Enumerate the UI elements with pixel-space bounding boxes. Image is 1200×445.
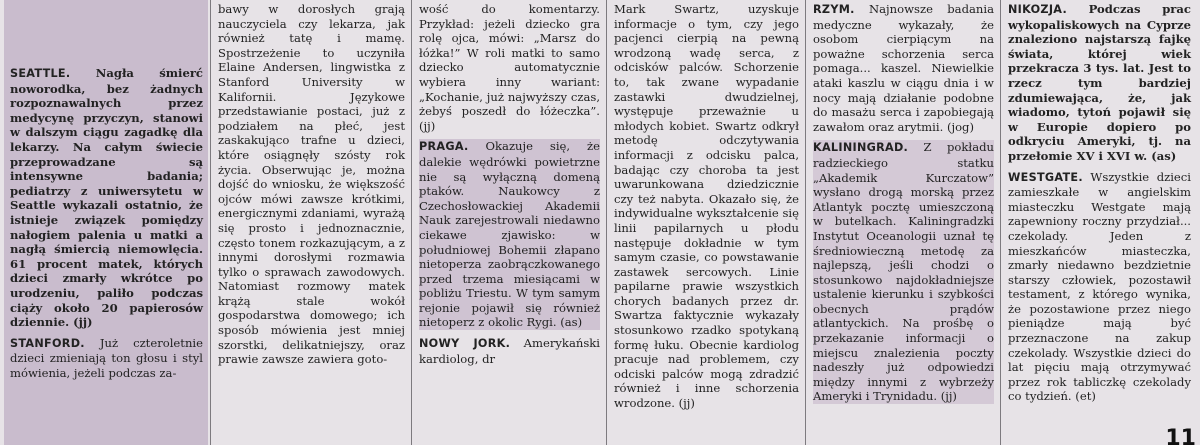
- article-nikozja-text: Podczas prac wykopaliskowych na Cyprze znaleziono najstarszą fajkę świata, której wiek przekracza 3 tys. lat. Jest to rzecz tym bardziej zdumiewająca, że, jak wiadomo, tytoń pojawił się w Europie dopiero po odkryciu Ameryki, tj. na przełomie XV i XVI w. (as): [1008, 2, 1191, 163]
- article-stanford-end: wość do komentarzy. Przykład: jeżeli dziecko gra rolę ojca, mówi: „Marsz do łóżka!” W roli matki to samo dziecko automatycznie wybiera inny wariant: „Kochanie, już najwyższy czas, żebyś poszedł do łóżeczka”. (jj): [419, 2, 600, 133]
- column-1: [4, 0, 208, 445]
- article-seattle: [10, 66, 203, 330]
- article-nowy-jork-text: Amerykański kardiolog, dr: [419, 336, 601, 366]
- article-praga-text: Okazuje się, że dalekie wędrówki powietrzne nie są wyłączną domeną ptaków. Naukowcy z Czechosłowackiej Akademii Nauk zarejestrowali niedawno ciekawe zjawisko: w południowej Bohemii złapano nietoperza zaobrączkowanego przed trzema miesiącami w pobliżu Triestu. W tym samym rejonie pojawił się również nietoperz z okolic Rygi. (as): [419, 139, 600, 330]
- column-divider: [210, 0, 211, 445]
- dateline-westgate: WESTGATE.: [1008, 170, 1083, 184]
- article-seattle-text: Nagła śmierć noworodka, bez żadnych rozpoznawalnych przez medycynę przyczyn, stanowi w dalszym ciągu zagadkę dla lekarzy. Na całym świecie przeprowadzane są intensywne badania; pediatrzy z uniwersytetu w Seattle wykazali ostatnio, że istnieje związek pomiędzy nałogiem palenia u matki a nagłą śmiercią niemowlęcia. 61 procent matek, których dzieci zmarły wkrótce po urodzeniu, paliło podczas ciąży około 20 papierosów dziennie. (jj): [10, 66, 203, 330]
- column-divider: [411, 0, 412, 445]
- article-kaliningrad: [813, 140, 994, 404]
- article-praga: [419, 139, 600, 330]
- article-westgate: [1008, 170, 1191, 405]
- dateline-rzym: RZYM.: [813, 3, 855, 16]
- column-5: [807, 0, 999, 445]
- column-4: [608, 0, 804, 445]
- column-3: [413, 0, 605, 445]
- article-stanford: [10, 336, 203, 381]
- article-stanford-text: Już czteroletnie dzieci zmieniają ton głosu i styl mówienia, jeżeli podczas za-: [10, 335, 203, 380]
- article-rzym: [813, 2, 994, 134]
- dateline-nowy-jork: NOWY JORK.: [419, 337, 511, 351]
- column-divider: [606, 0, 607, 445]
- dateline-stanford: STANFORD.: [10, 336, 85, 350]
- dateline-kaliningrad: KALININGRAD.: [813, 141, 909, 155]
- dateline-nikozja: NIKOZJA.: [1008, 3, 1067, 16]
- article-nikozja: [1008, 2, 1191, 164]
- dateline-seattle: SEATTLE.: [10, 67, 71, 80]
- dateline-praga: PRAGA.: [419, 140, 469, 154]
- article-kaliningrad-text: Z pokładu radzieckiego statku „Akademik Kurczatow” wysłano drogą morską przez Atlantyk pocztę umieszczoną w butelkach. Kaliningradzki Instytut Oceanologii uznał tę średniowieczną metodę za najlepszą, jeśli chodzi o stosunkowo najdokładniejsze ustalenie kierunku i szybkości obecnych prądów atlantyckich. Na prośbę o przekazanie informacji o miejscu znalezienia poczty nadeszły już odpowiedzi między innymi z wybrzeży Ameryki i Trynidadu. (jj): [813, 140, 994, 404]
- article-stanford-continued: bawy w dorosłych grają nauczyciela czy lekarza, jak również tatę i mamę. Spostrzeżenie to uczyniła Elaine Andersen, lingwistka z Stanford University w Kalifornii. Językowe przedstawianie postaci, już z podziałem na płeć, jest zaskakująco trafne u dzieci, które osiągnęły szósty rok życia. Obserwując je, można dojść do wniosku, że większość ojców mówi zawsze krótkimi, energicznymi zdaniami, wyrażą się prosto i jednoznacznie, często tonem rozkazującym, a z innymi dorosłymi rozmawia tylko o sprawach zawodowych. Natomiast rozmowy matek krążą stale wokół gospodarstwa domowego; ich sposób mówienia jest mniej szorstki, delikatniejszy, oraz prawie zawsze zawiera goto-: [218, 2, 405, 367]
- column-2: [212, 0, 410, 445]
- column-divider: [1000, 0, 1001, 445]
- article-rzym-text: Najnowsze badania medyczne wykazały, że osobom cierpiącym na poważne schorzenia serca pomaga... kaszel. Niewielkie ataki kaszlu w ciągu dnia i w nocy mają działanie podobne do masażu serca i zapobiegają zawałom oraz arytmii. (jog): [813, 2, 994, 134]
- article-westgate-text: Wszystkie dzieci zamieszkałe w angielskim miasteczku Westgate mają zapewniony roczny przydział... czekolady. Jeden z mieszkańców miasteczka, zmarły niedawno bezdzietnie starszy człowiek, pozostawił testament, z którego wynika, że pozostawione przez niego pieniądze mają być przeznaczone na zakup czekolady. Wszystkie dzieci do lat pięciu mają otrzymywać przez rok tabliczkę czekolady co tydzień. (et): [1008, 169, 1191, 404]
- column-6: [1002, 0, 1196, 445]
- column-divider: [805, 0, 806, 445]
- article-nowy-jork-continued: Mark Swartz, uzyskuje informacje o tym, czy jego pacjenci cierpią na pewną wrodzoną wadę serca, z odcisków palców. Schorzenie to, tak zwane wypadanie zastawki dwudzielnej, występuje przeważnie u młodych kobiet. Swartz odkrył metodę odczytywania informacji z odcisku palca, badając czy choroba ta jest uwarunkowana dziedzicznie czy też nabyta. Okazało się, że indywidualne wykształcenie się linii papilarnych u płodu następuje dokładnie w tym samym czasie, co powstawanie zastawek sercowych. Linie papilarne prawie wszystkich chorych badanych przez dr. Swartza faktycznie wykazały stosunkowo rzadko spotykaną formę łuku. Obecnie kardiolog pracuje nad problemem, czy odciski palców mogą zdradzić również i inne schorzenia wrodzone. (jj): [614, 2, 799, 411]
- page-number: 11: [1165, 426, 1196, 445]
- article-nowy-jork: [419, 336, 600, 366]
